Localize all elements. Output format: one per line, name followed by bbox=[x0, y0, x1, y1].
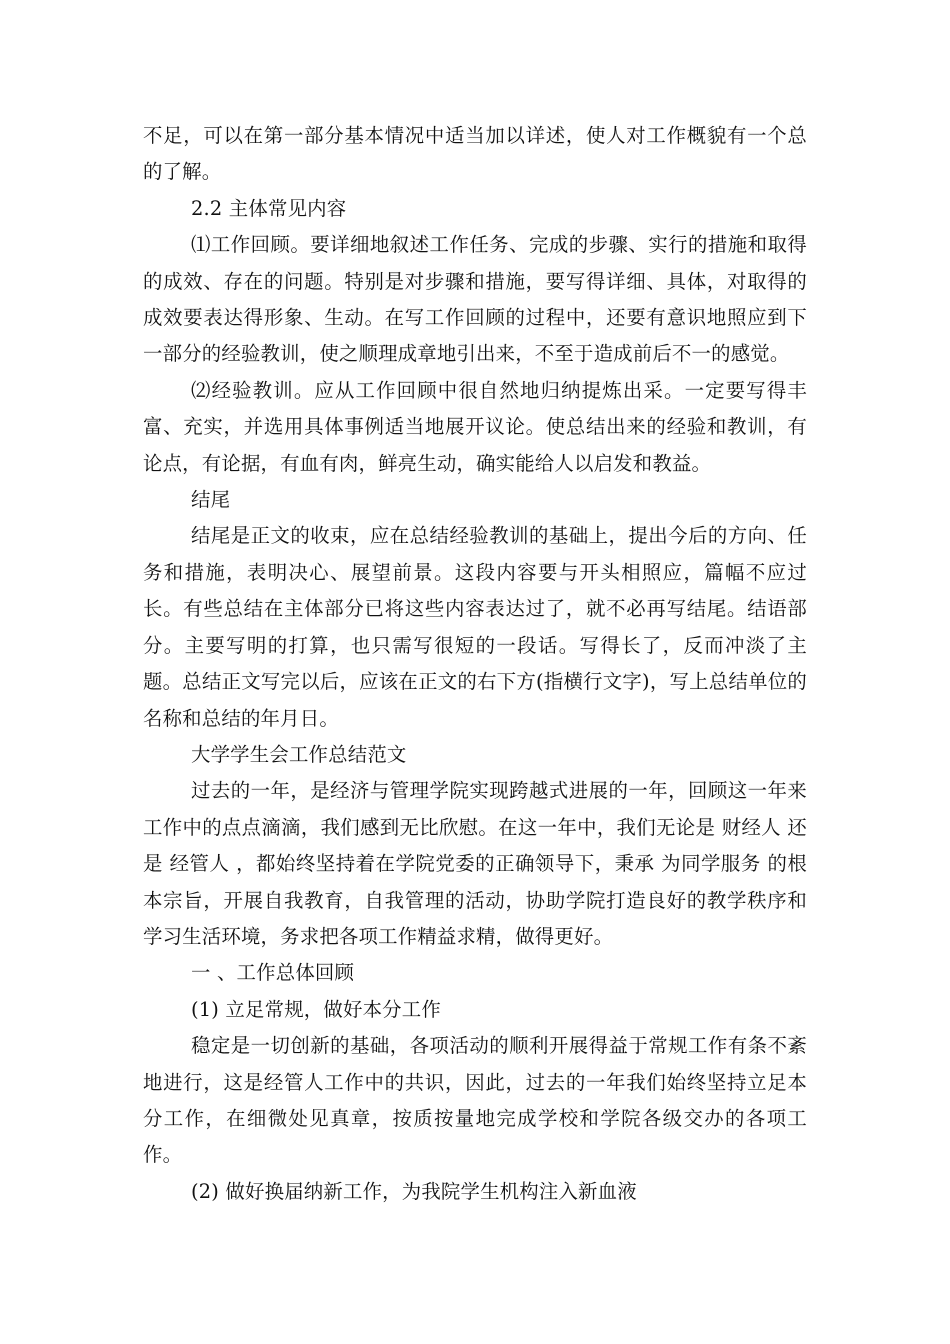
subheading-new-members: (2) 做好换届纳新工作，为我院学生机构注入新血液 bbox=[191, 1179, 637, 1203]
paragraph-sample-intro: 过去的一年，是经济与管理学院实现跨越式进展的一年，回顾这一年来工作中的点点滴滴，我们感到无比欣慰。在这一年中，我们无论是 财经人 还是 经管人 ，都始终坚持着在学院党委的正确领导下，秉承 为同学服务 的根本宗旨，开展自我教育，自我管理的活动，协助学院打造良好的教学秩序和学习生活环境，务求把各项工作精益求精，做得更好。 bbox=[143, 779, 807, 948]
document-page bbox=[143, 118, 807, 1210]
section-heading-main-content: 2.2 主体常见内容 bbox=[191, 196, 347, 220]
paragraph-lessons-learned: ⑵经验教训。应从工作回顾中很自然地归纳提炼出采。一定要写得丰富、充实，并选用具体事例适当地展开议论。使总结出来的经验和教训，有论点，有论据，有血有肉，鲜亮生动，确实能给人以启发和教益。 bbox=[143, 378, 807, 475]
section-heading-ending: 结尾 bbox=[191, 488, 231, 512]
section-heading-sample-title: 大学学生会工作总结范文 bbox=[191, 742, 407, 766]
paragraph-work-review: ⑴工作回顾。要详细地叙述工作任务、完成的步骤、实行的措施和取得的成效、存在的问题。特别是对步骤和措施，要写得详细、具体，对取得的成效要表达得形象、生动。在写工作回顾的过程中，还要有意识地照应到下一部分的经验教训，使之顺理成章地引出来，不至于造成前后不一的感觉。 bbox=[143, 233, 807, 366]
paragraph-ending: 结尾是正文的收束，应在总结经验教训的基础上，提出今后的方向、任务和措施，表明决心、展望前景。这段内容要与开头相照应，篇幅不应过长。有些总结在主体部分已将这些内容表达过了，就不必再写结尾。结语部分。主要写明的打算，也只需写很短的一段话。写得长了，反而冲淡了主题。总结正文写完以后，应该在正文的右下方(指横行文字)，写上总结单位的名称和总结的年月日。 bbox=[143, 524, 807, 730]
subheading-routine-work: (1) 立足常规，做好本分工作 bbox=[191, 997, 441, 1021]
section-heading-overall-review: 一 、工作总体回顾 bbox=[191, 961, 355, 985]
paragraph-routine-work: 稳定是一切创新的基础，各项活动的顺利开展得益于常规工作有条不紊地进行，这是经管人工作中的共识，因此，过去的一年我们始终坚持立足本分工作，在细微处见真章，按质按量地完成学校和学院各级交办的各项工作。 bbox=[143, 1034, 807, 1167]
paragraph-intro-continued: 不足，可以在第一部分基本情况中适当加以详述，使人对工作概貌有一个总的了解。 bbox=[143, 124, 807, 184]
